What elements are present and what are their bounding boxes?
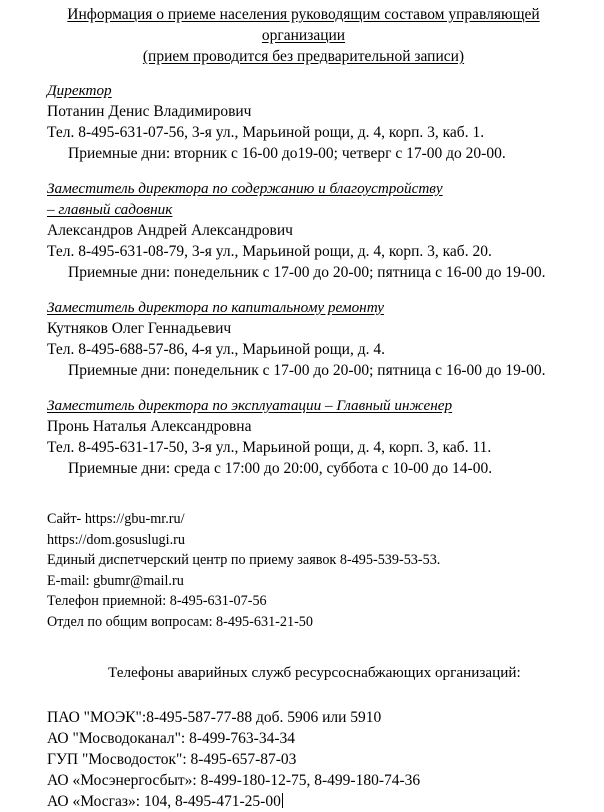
staff-post-continued bbox=[47, 199, 560, 220]
title-line-2-text: организации bbox=[261, 27, 346, 44]
document-subtitle-text: (прием проводится без предварительной записи) bbox=[142, 48, 465, 65]
staff-post bbox=[47, 80, 560, 101]
staff-post-text: Заместитель директора по содержанию и благоустройству bbox=[47, 180, 443, 197]
emergency-services-heading: Телефоны аварийных служб ресурсоснабжающих организаций: bbox=[108, 664, 521, 681]
staff-contact: Тел. 8-495-631-17-50, 3-я ул., Марьиной рощи, д. 4, корп. 3, каб. 11. bbox=[47, 439, 492, 456]
staff-reception-hours: Приемные дни: среда с 17:00 до 20:00, суббота с 10-00 до 14-00. bbox=[68, 460, 493, 477]
emergency-list-item-last bbox=[47, 791, 560, 812]
organization-contacts bbox=[47, 509, 560, 632]
dispatch-center-line: Единый диспетчерский центр по приему заявок 8-495-539-53-53. bbox=[47, 552, 441, 568]
staff-name: Александров Андрей Александрович bbox=[47, 222, 293, 239]
title-line-1-text: Информация о приеме населения руководящим составом управляющей bbox=[67, 6, 540, 23]
document-title bbox=[47, 4, 560, 67]
staff-name: Кутняков Олег Геннадьевич bbox=[47, 320, 232, 337]
staff-section-deputy-capital-repair bbox=[47, 297, 560, 381]
staff-post bbox=[47, 297, 560, 318]
staff-name: Потанин Денис Владимирович bbox=[47, 103, 252, 120]
staff-post-text: Заместитель директора по капитальному ремонту bbox=[47, 299, 385, 316]
staff-name: Пронь Наталья Александровна bbox=[47, 418, 252, 435]
emergency-list-item: АО "Мосводоканал": 8-499-763-34-34 bbox=[47, 730, 296, 747]
staff-contact: Тел. 8-495-631-08-79, 3-я ул., Марьиной рощи, д. 4, корп. 3, каб. 20. bbox=[47, 243, 492, 260]
emergency-list-item: ГУП "Мосводосток": 8-495-657-87-03 bbox=[47, 751, 297, 768]
text-cursor bbox=[282, 793, 283, 808]
emergency-list-item-text: АО «Мосгаз»: 104, 8-495-471-25-00 bbox=[47, 793, 281, 810]
staff-reception-hours: Приемные дни: понедельник с 17-00 до 20-00; пятница с 16-00 до 19-00. bbox=[68, 264, 546, 281]
staff-post bbox=[47, 395, 560, 416]
emergency-services-list bbox=[47, 707, 560, 812]
document-subtitle bbox=[47, 46, 560, 67]
general-department-line: Отдел по общим вопросам: 8-495-631-21-50 bbox=[47, 613, 313, 630]
staff-section-deputy-operations bbox=[47, 395, 560, 479]
website-line: Сайт- https://gbu-mr.ru/ bbox=[47, 511, 185, 527]
title-line-2 bbox=[47, 25, 560, 46]
staff-contact: Тел. 8-495-631-07-56, 3-я ул., Марьиной рощи, д. 4, корп. 3, каб. 1. bbox=[47, 124, 485, 141]
staff-reception-hours: Приемные дни: понедельник с 17-00 до 20-00; пятница с 16-00 до 19-00. bbox=[68, 362, 546, 379]
staff-post-text: Директор bbox=[47, 82, 112, 99]
staff-contact: Тел. 8-495-688-57-86, 4-я ул., Марьиной рощи, д. 4. bbox=[47, 341, 385, 358]
staff-post-text-line-2: – главный садовник bbox=[47, 201, 173, 218]
email-line: E-mail: gbumr@mail.ru bbox=[47, 572, 184, 589]
dom-gosuslugi-line: https://dom.gosuslugi.ru bbox=[47, 531, 185, 548]
emergency-list-item: АО «Мосэнергосбыт»: 8-499-180-12-75, 8-499-180-74-36 bbox=[47, 772, 421, 789]
staff-post-text: Заместитель директора по эксплуатации – Главный инженер bbox=[47, 397, 453, 414]
staff-section-director bbox=[47, 80, 560, 164]
title-line-1 bbox=[47, 4, 560, 25]
staff-section-deputy-maintenance bbox=[47, 178, 560, 283]
staff-post bbox=[47, 178, 560, 199]
emergency-list-item: ПАО "МОЭК":8-495-587-77-88 доб. 5906 или 5910 bbox=[47, 709, 382, 726]
staff-reception-hours: Приемные дни: вторник с 16-00 до19-00; четверг с 17-00 до 20-00. bbox=[68, 145, 506, 162]
reception-phone-line: Телефон приемной: 8-495-631-07-56 bbox=[47, 593, 267, 609]
